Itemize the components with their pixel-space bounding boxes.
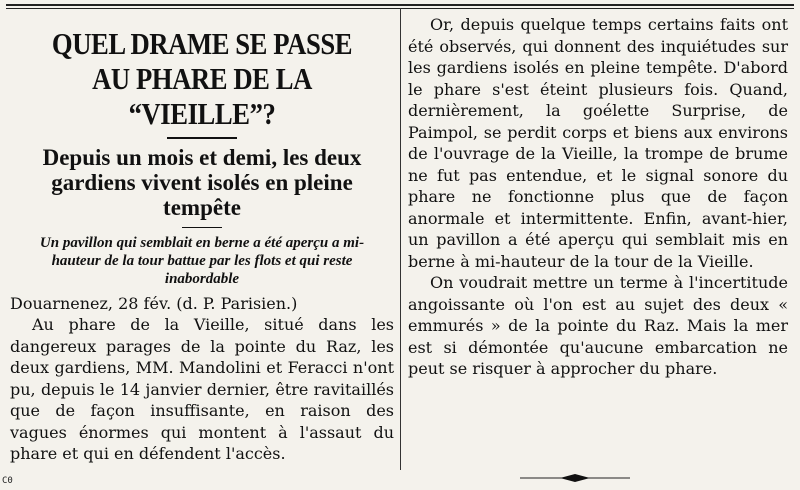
left-column (10, 14, 394, 465)
headline-separator (167, 137, 237, 139)
corner-mark: C0 (2, 476, 13, 486)
column-divider (400, 8, 401, 470)
article-summary: Un pavillon qui semblait en berne a été aperçu a mi-hauteur de la tour battue par les flots et qui reste inabordable (39, 235, 365, 287)
right-column (408, 14, 788, 380)
article-subheadline: Depuis un mois et demi, les deux gardiens vivent isolés en pleine tempête (42, 145, 362, 220)
article-headline: QUEL DRAME SE PASSE AU PHARE DE LA “VIEILLE”? (51, 26, 353, 131)
article-paragraph-3: On voudrait mettre un terme à l'incertitude angoissante où l'on est au sujet des deux « emmurés » de la pointe du Raz. Mais la mer est si démontée qu'aucune embarcation ne peut se risquer à approcher du phare. (408, 273, 788, 378)
article-dateline: Douarnenez, 28 fév. (d. P. Parisien.) (10, 294, 298, 313)
end-ornament (520, 474, 630, 482)
article-paragraph-2: Or, depuis quelque temps certains faits ont été observés, qui donnent des inquiétudes sur les gardiens isolés en pleine tempête. D'abord le phare s'est éteint plusieurs fois. Quand, dernièrement, la goélette Surprise, de Paimpol, se perdit corps et biens aux environs de l'ouvrage de la Vieille, la trompe de brume ne fut pas entendue, et le signal sonore du phare ne fonctionne plus que de façon anormale et intermittente. Enfin, avant-hier, un pavillon a été aperçu qui semblait mis en berne à mi-hauteur de la tour de la Vieille. (408, 15, 788, 271)
article-paragraph-1: Au phare de la Vieille, situé dans les dangereux parages de la pointe du Raz, les deux gardiens, MM. Mandolini et Feracci n'ont pu, depuis le 14 janvier dernier, être ravitaillés que de façon insuffisante, en raison des vagues énormes qui montent à l'assaut du phare et qui en défendent l'accès. (10, 315, 394, 463)
subheadline-separator (182, 227, 222, 228)
